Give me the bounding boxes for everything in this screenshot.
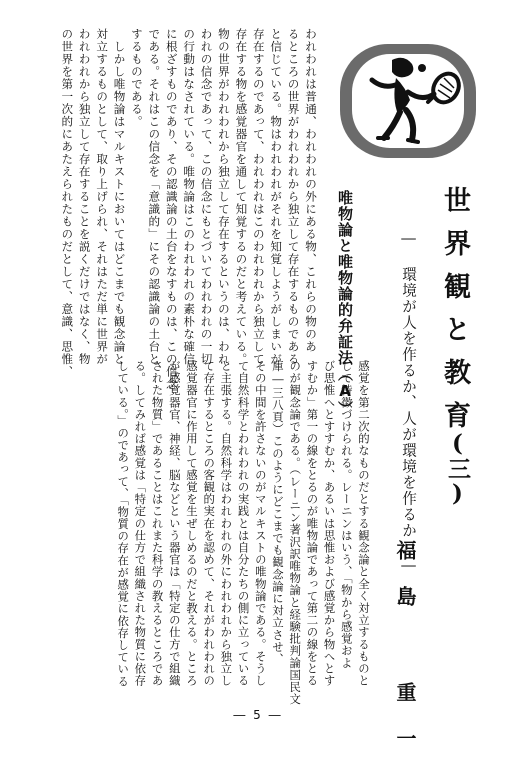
article-author: 福島 重一	[393, 540, 417, 774]
article-title: 世界観と教育	[439, 186, 470, 444]
tennis-player-icon	[336, 38, 480, 164]
article-subtitle: ― 環境が人を作るか、人が環境を作るか ―	[400, 230, 417, 576]
body-text-right: 感覚を第二次的なものだとする観念論と全く対立するものと して特徴づけられる。レーニンはいう、「物から感覚およ び思惟へとすすむか、あるいは思惟および感覚から物へとす すむか」第一の線をとるのが唯物論であって第二の線をとる のが観念論である。（レーニン著沢訳唯物論と経験批判論国民文 庫―三八頁）このようにどこまでも観念論に対立させ、 その中間を許さないのがマルキストの唯物論である。そうし て自然科学とわれわれの実践とは自分たちの側に立っている と主張する。自然科学はわれわれの外にわれわれから独立し て存在するところの客観的実在を認めて、それがわれわれの 感覚器官に作用して感覚を生ぜしめるのだと教える。ところ が感覚器官、神経、脳などという器官は「特定の仕方で組織 された物質」であることはこれまた科学の教えるところであ る。してみれば感覚は「特定の仕方で組織された物質に依存 している。」のであって、「物質の存在が感覚に依存している	[116, 360, 371, 706]
page-number: ― 5 ―	[233, 708, 283, 722]
body-text-left: われわれは普通、われわれの外にある物、これらの物のあ るところの世界がわれわれから独立して存在するものである と信じている。物はわれわれがそれを知覚しようがしまいが 存在するのであって、われわれはこのわれわれから独立して 存在する物を感覚器官を通して知覚するのだと考えている。 物の世界がわれわれから独立して存在するというのは、われ われの信念であって、この信念にもとづいてわれわれの一切 の行動はなされている。唯物論はこのわれわれの素朴な確信 に根ざすものであり、その認識論の土台をなすものは、この信念 である。それはこの信念を「意識的」にその認識論の土台と するものである。 しかし唯物論はマルキストにおいてはどこまでも観念論と 対立するものとして、取り上げられ、それはただ単に世界が われわれから独立して存在することを説くだけではなく、物 の世界を第一次的にあたえられたものだとして、意識、思惟、	[60, 28, 318, 391]
article-title-number: (三)	[444, 430, 471, 507]
section-heading: 唯物論と唯物論的弁証法（A）	[336, 190, 354, 417]
